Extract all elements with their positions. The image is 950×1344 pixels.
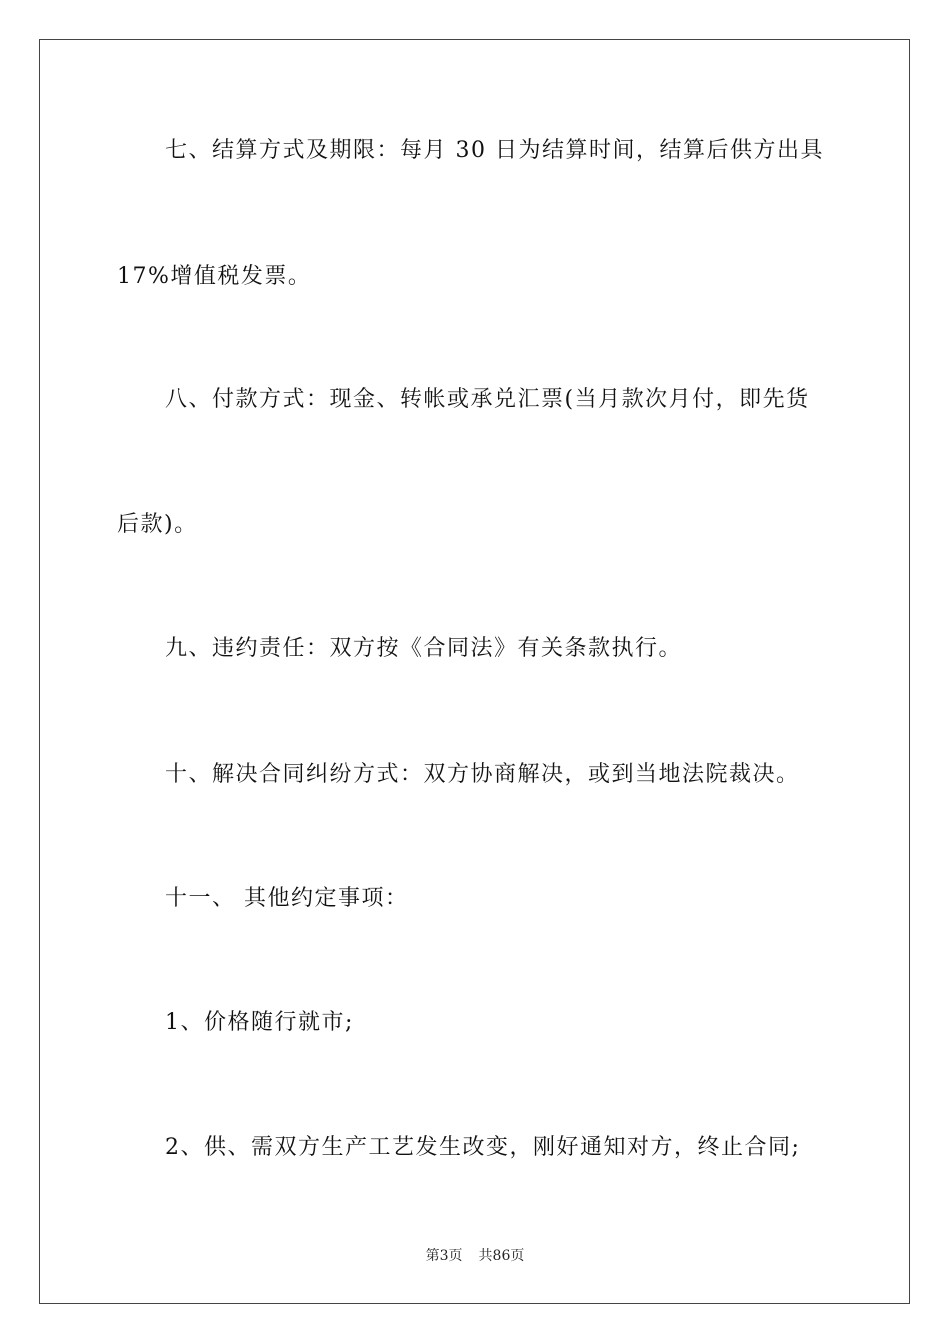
page-number: 第3页 — [425, 1248, 463, 1264]
clause-8-line-2: 后款)。 — [117, 512, 198, 537]
page-total: 共86页 — [478, 1248, 525, 1264]
clause-7-line-2: 17%增值税发票。 — [117, 264, 312, 289]
clause-8-line-1: 八、付款方式：现金、转帐或承兑汇票(当月款次月付，即先货 — [165, 387, 810, 412]
clause-11-heading: 十一、 其他约定事项： — [165, 886, 409, 911]
clause-9: 九、违约责任：双方按《合同法》有关条款执行。 — [165, 636, 683, 661]
clause-10: 十、解决合同纠纷方式：双方协商解决，或到当地法院裁决。 — [165, 762, 800, 787]
clause-11-item-1: 1、价格随行就市; — [165, 1010, 354, 1035]
clause-7-line-1: 七、结算方式及期限：每月 30 日为结算时间，结算后供方出具 — [165, 138, 824, 163]
page-footer — [0, 1246, 950, 1266]
page-border — [39, 39, 910, 1304]
clause-11-item-2: 2、供、需双方生产工艺发生改变，刚好通知对方，终止合同; — [165, 1135, 801, 1160]
